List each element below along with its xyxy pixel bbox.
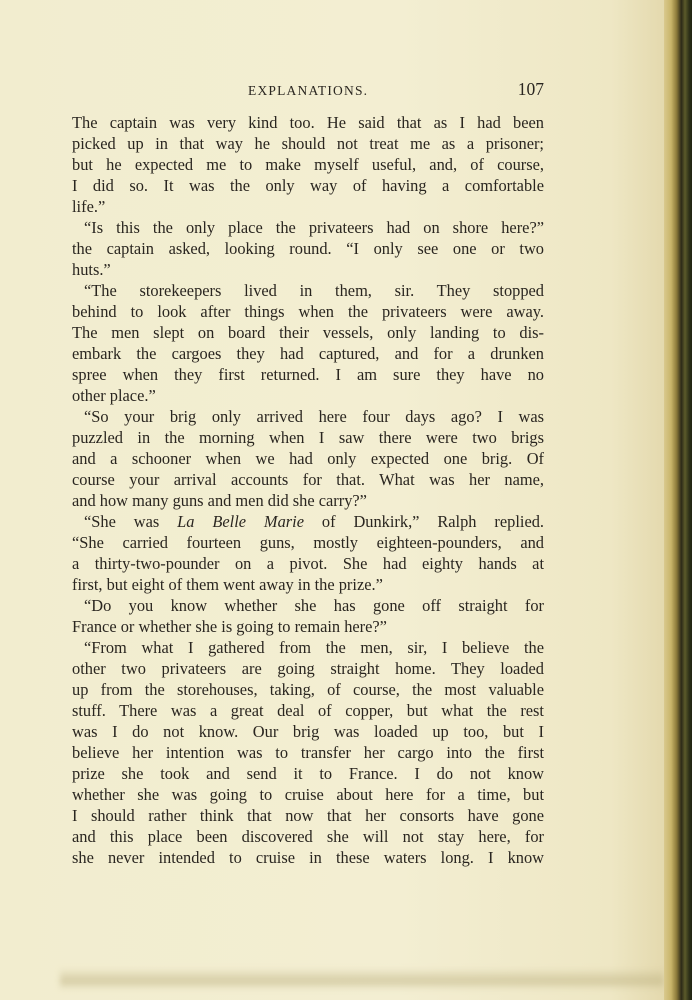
body-text [72, 112, 544, 868]
text-line: the captain asked, looking round. “I only see one or two [72, 239, 544, 258]
text-line: life.” [72, 197, 106, 216]
text-line: “Is this the only place the privateers had on shore here?” [84, 218, 544, 237]
text-line: “From what I gathered from the men, sir, I believe the [84, 638, 544, 657]
text-line: spree when they first returned. I am sure they have no [72, 365, 544, 384]
book-spine-edge [664, 0, 692, 1000]
text-line: stuff. There was a great deal of copper, but what the rest [72, 701, 544, 720]
text-line: I should rather think that now that her consorts have gone [72, 806, 544, 825]
text-line: and a schooner when we had only expected one brig. Of [72, 449, 544, 468]
text-line: “Do you know whether she has gone off straight for [84, 596, 544, 615]
text-line: other two privateers are going straight home. They loaded [72, 659, 544, 678]
text-line: The men slept on board their vessels, only landing to dis- [72, 323, 544, 342]
running-head [72, 79, 544, 103]
ship-name-italic: La Belle Marie [177, 512, 304, 531]
chapter-title-header: EXPLANATIONS. [248, 83, 369, 98]
text-line: “She carried fourteen guns, mostly eighteen-pounders, and [72, 533, 544, 552]
text-line: believe her intention was to transfer her cargo into the first [72, 743, 544, 762]
text-line: whether she was going to cruise about here for a time, but [72, 785, 544, 804]
text-line: other place.” [72, 386, 156, 405]
page-number: 107 [517, 79, 544, 99]
text-line: picked up in that way he should not treat me as a prisoner; [72, 134, 544, 153]
text-line: “So your brig only arrived here four days ago? I was [84, 407, 544, 426]
text-line: and how many guns and men did she carry?” [72, 491, 367, 510]
text-line: I did so. It was the only way of having a comfortable [72, 176, 544, 195]
text-line: she never intended to cruise in these waters long. I know [72, 848, 544, 867]
text-line: was I do not know. Our brig was loaded up too, but I [72, 722, 544, 741]
text-line: and this place been discovered she will not stay here, for [72, 827, 544, 846]
text-line: prize she took and send it to France. I do not know [72, 764, 544, 783]
text-line: The captain was very kind too. He said that as I had been [72, 113, 544, 132]
text-line: first, but eight of them went away in the prize.” [72, 575, 383, 594]
text-line: huts.” [72, 260, 111, 279]
text-line: puzzled in the morning when I saw there were two brigs [72, 428, 544, 447]
text-line: but he expected me to make myself useful, and, of course, [72, 155, 544, 174]
text-line: behind to look after things when the privateers were away. [72, 302, 544, 321]
text-line: up from the storehouses, taking, of course, the most valuable [72, 680, 544, 699]
text-line: embark the cargoes they had captured, and for a drunken [72, 344, 544, 363]
page-bottom-shadow [60, 968, 664, 990]
text-line: course your arrival accounts for that. What was her name, [72, 470, 544, 489]
text-line: a thirty-two-pounder on a pivot. She had eighty hands at [72, 554, 544, 573]
text-line: “She was La Belle Marie of Dunkirk,” Ralph replied. [84, 512, 545, 531]
text-line: “The storekeepers lived in them, sir. They stopped [84, 281, 544, 300]
text-line: France or whether she is going to remain here?” [72, 617, 387, 636]
